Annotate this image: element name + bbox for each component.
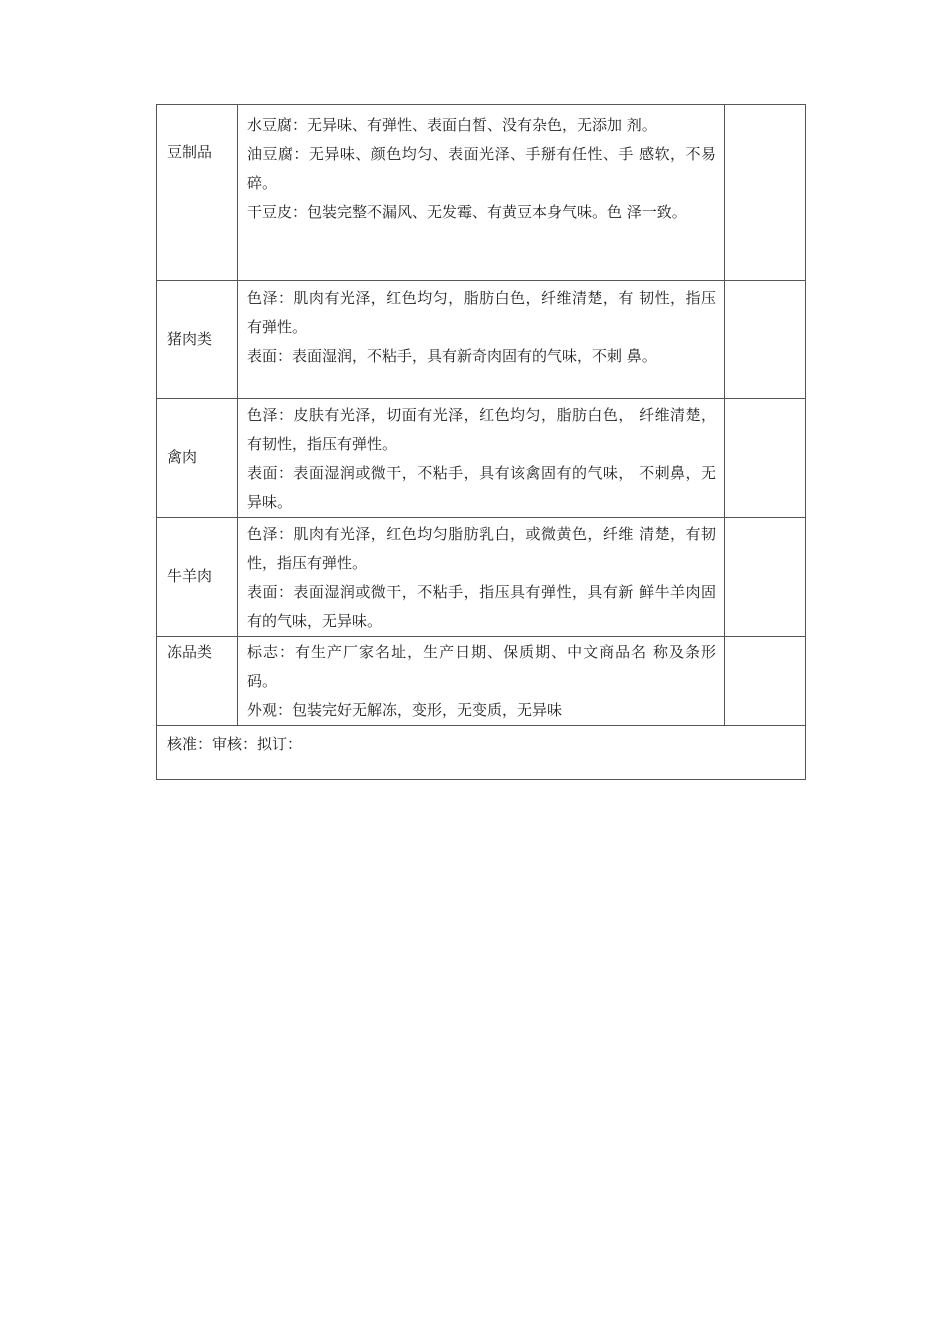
description-cell (238, 105, 725, 281)
description-line: 油豆腐：无异味、颜色均匀、表面光泽、手掰有任性、手 感软，不易碎。 (247, 145, 716, 192)
remarks-cell (725, 399, 806, 518)
table-row (157, 399, 806, 518)
category-label: 猪肉类 (167, 330, 213, 348)
description-line: 色泽：皮肤有光泽，切面有光泽，红色均匀，脂肪白色， 纤维清楚，有韧性，指压有弹性。 (247, 406, 716, 453)
category-cell (157, 281, 238, 399)
category-label: 冻品类 (167, 643, 213, 661)
description-line: 干豆皮：包装完整不漏风、无发霉、有黄豆本身气味。色 泽一致。 (247, 203, 687, 221)
description-line: 色泽：肌肉有光泽，红色均匀脂肪乳白，或微黄色，纤维 清楚，有韧性，指压有弹性。 (247, 525, 716, 572)
description-line: 表面：表面湿润或微干，不粘手，指压具有弹性，具有新 鲜牛羊肉固有的气味，无异味。 (247, 583, 716, 630)
description-line: 外观：包装完好无解冻，变形，无变质，无异味 (247, 701, 563, 719)
category-label: 豆制品 (167, 143, 213, 161)
category-cell (157, 105, 238, 281)
table-row (157, 281, 806, 399)
food-inspection-table (156, 104, 806, 780)
description-line: 水豆腐：无异味、有弹性、表面白皙、没有杂色，无添加 剂。 (247, 116, 657, 134)
category-cell (157, 518, 238, 637)
description-cell (238, 518, 725, 637)
category-label: 牛羊肉 (167, 567, 213, 585)
footer-row (157, 726, 806, 780)
category-cell (157, 637, 238, 726)
description-line: 表面：表面湿润，不粘手，具有新奇肉固有的气味，不刺 鼻。 (247, 347, 657, 365)
table-row (157, 518, 806, 637)
category-cell (157, 399, 238, 518)
approval-cell (157, 726, 806, 780)
table-row (157, 637, 806, 726)
description-line: 标志：有生产厂家名址，生产日期、保质期、中文商品名 称及条形码。 (247, 643, 716, 690)
description-cell (238, 637, 725, 726)
remarks-cell (725, 281, 806, 399)
category-label: 禽肉 (167, 448, 198, 466)
description-cell (238, 281, 725, 399)
description-cell (238, 399, 725, 518)
description-line: 色泽：肌肉有光泽，红色均匀，脂肪白色，纤维清楚，有 韧性，指压有弹性。 (247, 289, 716, 336)
approval-signatures: 核准：审核：拟订： (167, 735, 303, 753)
description-line: 表面：表面湿润或微干，不粘手，具有该禽固有的气味， 不刺鼻，无异味。 (247, 464, 716, 511)
remarks-cell (725, 637, 806, 726)
remarks-cell (725, 518, 806, 637)
table-row (157, 105, 806, 281)
remarks-cell (725, 105, 806, 281)
